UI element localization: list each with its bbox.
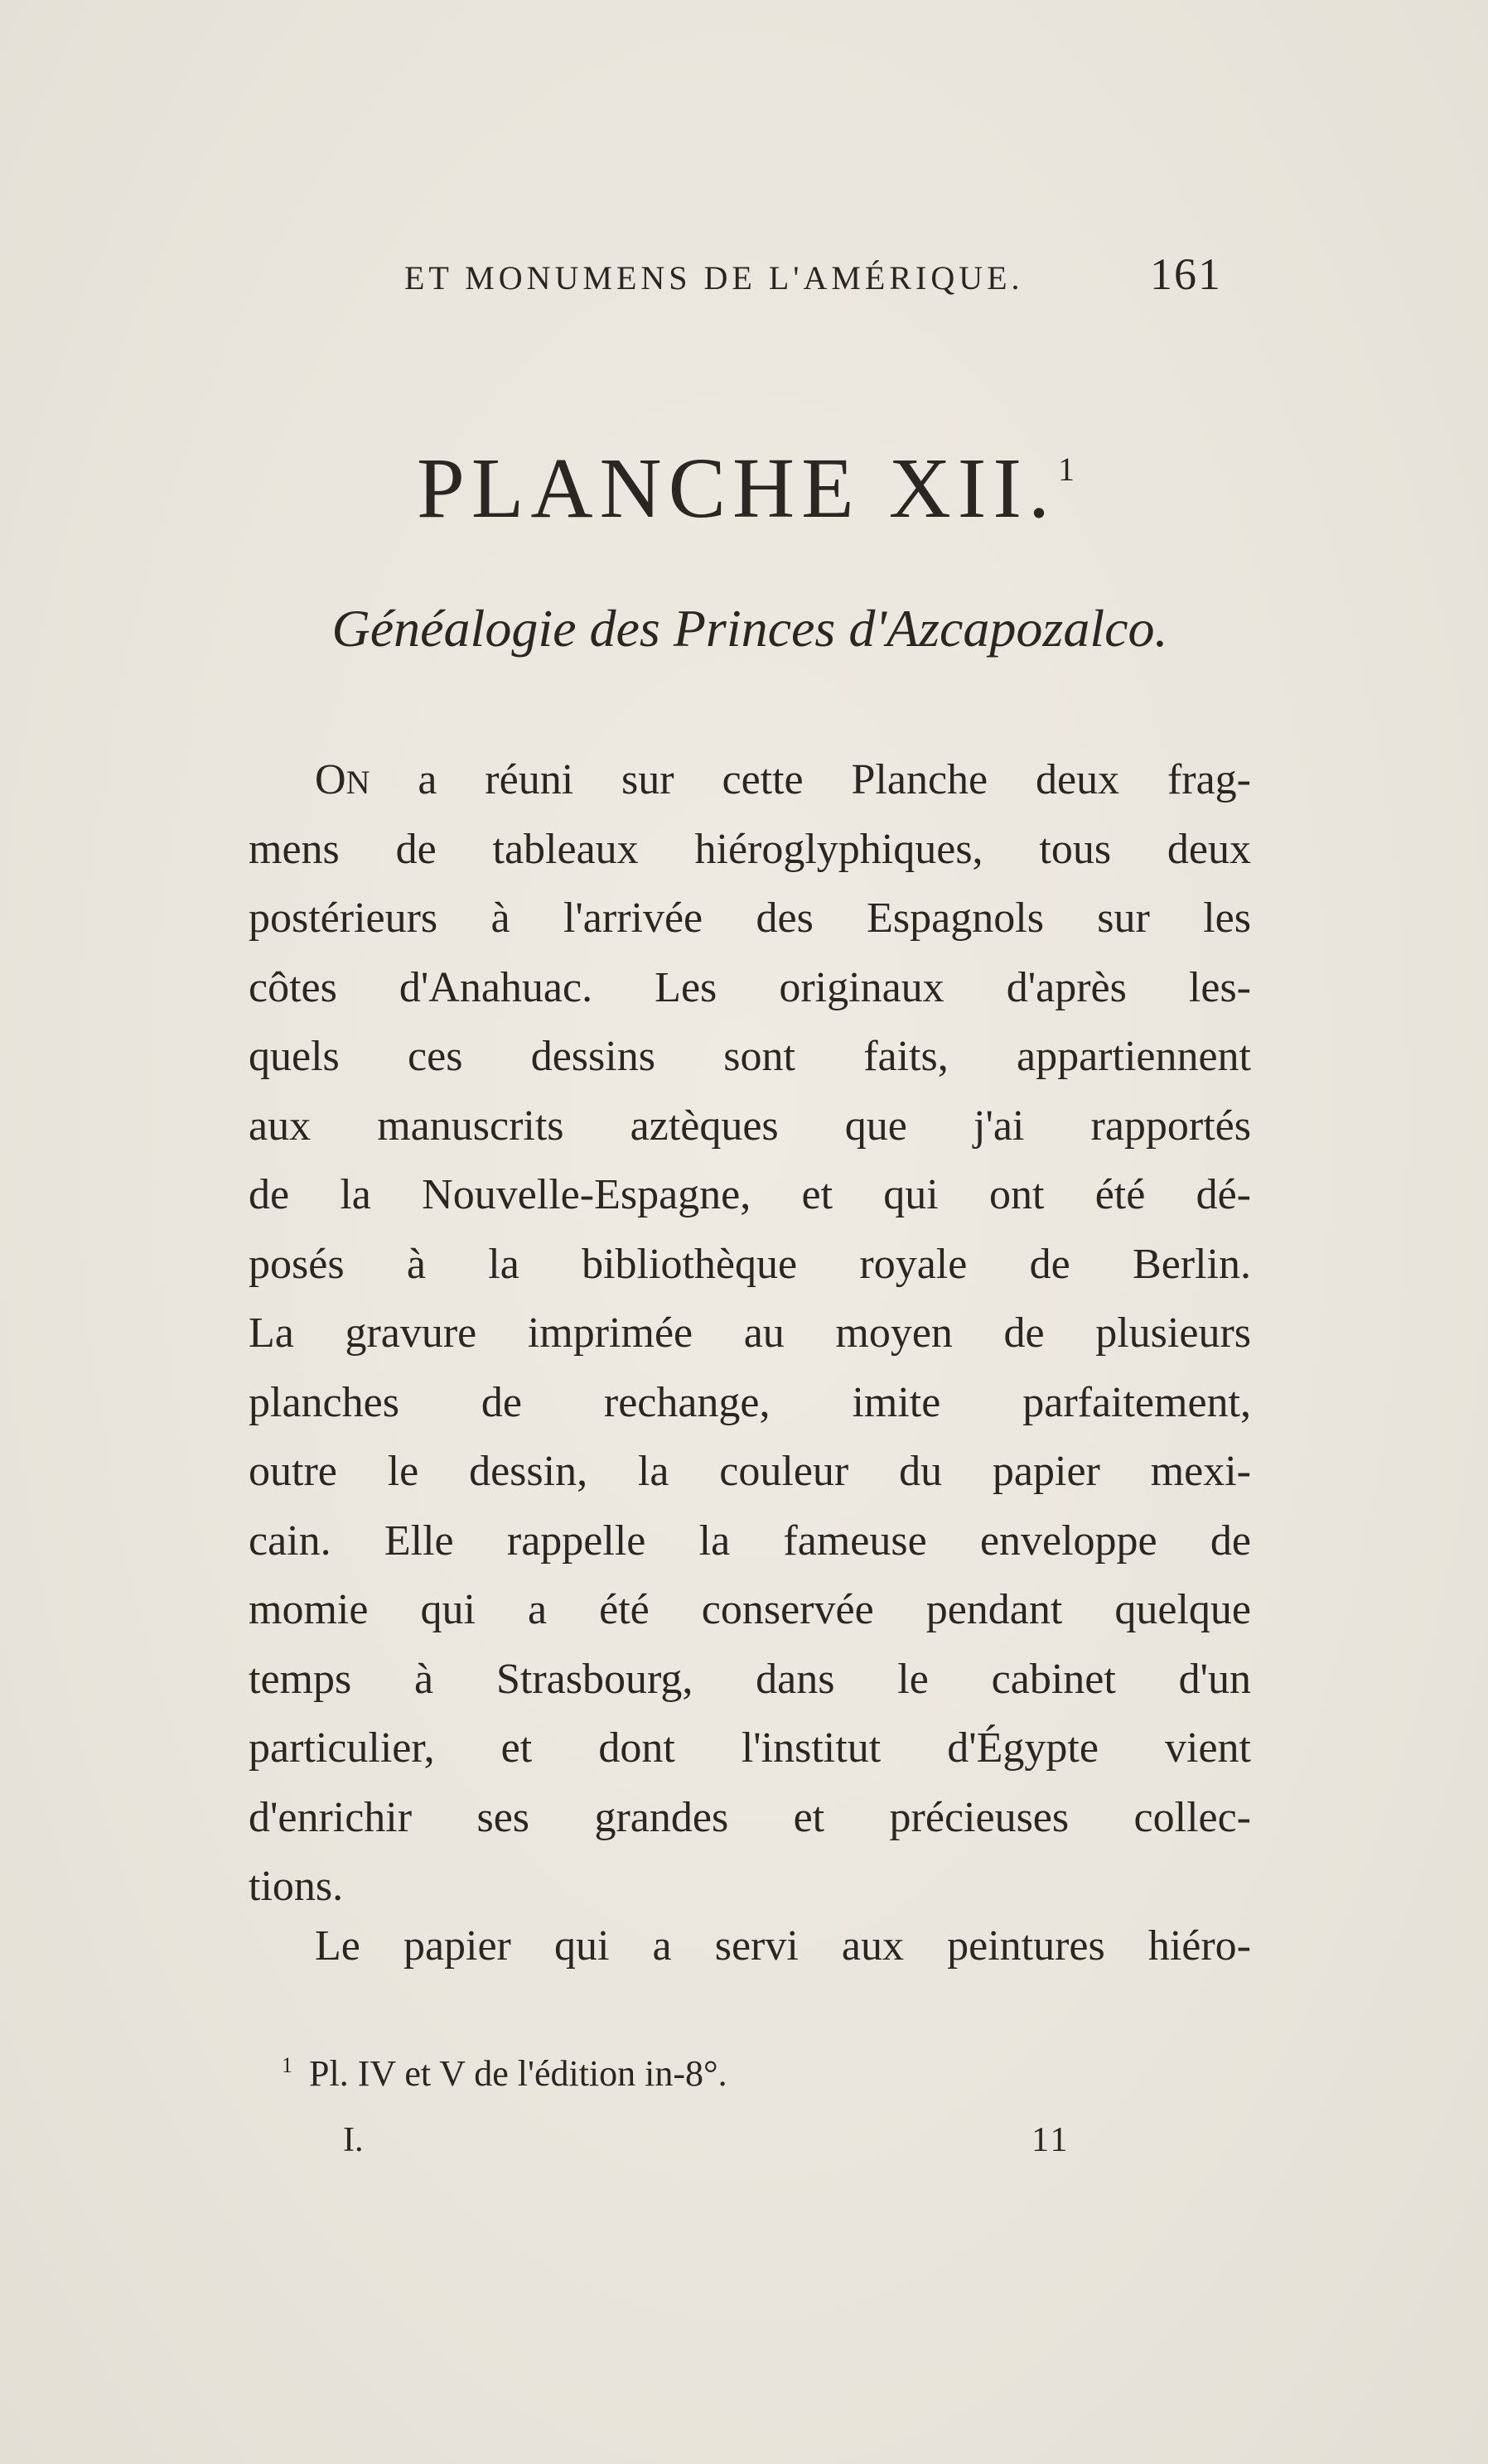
text-line: côtes d'Anahuac. Les originaux d'après les- [249,963,1251,1011]
text-line: La gravure imprimée au moyen de plusieurs [249,1309,1251,1357]
subtitle: Généalogie des Princes d'Azcapozalco. [331,599,1168,658]
drop-cap: O [315,756,346,803]
drop-cap-rest: N [345,764,370,801]
text-line: quels ces dessins sont faits, appartiennent [249,1033,1251,1080]
paragraph-1 [249,745,1251,1922]
paragraph-2 [249,1912,1251,1981]
signature-mark: I. [343,2121,364,2159]
text-line: cain. Elle rappelle la fameuse enveloppe de [249,1516,1251,1565]
text-line: d'enrichir ses grandes et précieuses collec- [249,1793,1251,1841]
text-line: mens de tableaux hiéroglyphiques, tous deux [249,825,1251,873]
text-line: de la Nouvelle-Espagne, et qui ont été dé- [249,1171,1251,1218]
gathering-number: 11 [1031,2121,1070,2159]
plate-title-text: PLANCHE XII. [417,441,1056,536]
text-line: Le papier qui a servi aux peintures hiéro- [315,1922,1251,1970]
text-line: particulier, et dont l'institut d'Égypte vient [249,1724,1251,1772]
footnote-text: Pl. IV et V de l'édition in-8°. [309,2053,727,2094]
running-head: ET MONUMENS DE L'AMÉRIQUE. [404,259,1024,297]
text-line: momie qui a été conservée pendant quelque [249,1586,1251,1633]
text-line: planches de rechange, imite parfaitement, [249,1378,1251,1426]
text-line [249,745,1251,815]
footnote-mark: 1 [282,2053,292,2077]
text-line: tions. [249,1863,344,1910]
text-line: temps à Strasbourg, dans le cabinet d'un [249,1655,1251,1703]
text-line: postérieurs à l'arrivée des Espagnols sur les [249,894,1251,942]
plate-footnote-mark: 1 [1057,451,1075,488]
footnote [282,2052,727,2095]
line-text: a réuni sur cette Planche deux frag- [418,756,1251,803]
text-line: aux manuscrits aztèques que j'ai rapportés [249,1102,1251,1150]
text-line: outre le dessin, la couleur du papier mexi- [249,1448,1251,1495]
text-line: posés à la bibliothèque royale de Berlin. [249,1240,1251,1288]
page-number: 161 [1150,249,1222,299]
plate-title [249,439,1243,538]
